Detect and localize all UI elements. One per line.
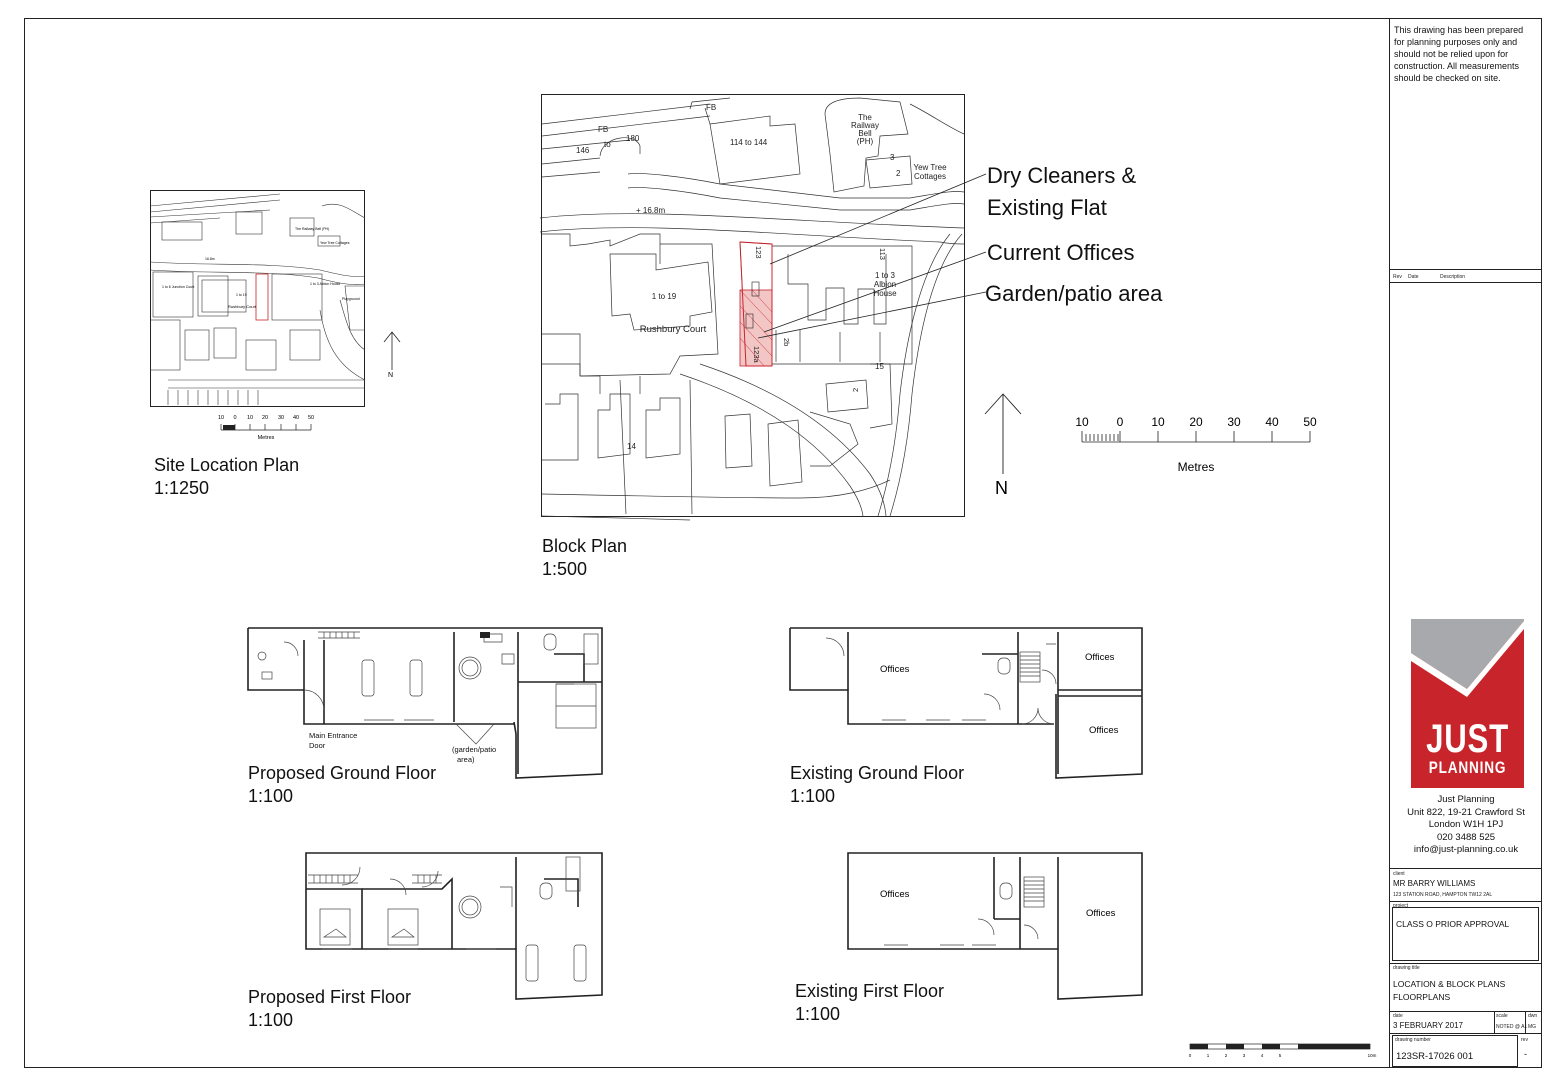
proposed-first-caption (248, 986, 411, 1032)
block-scale-tick: 20 (1189, 415, 1203, 429)
annotation-garden-patio: Garden/patio area (985, 281, 1163, 306)
bp-label: 14 (627, 442, 636, 451)
existing-first-offices-1: Offices (880, 889, 910, 900)
bp-label: to (604, 140, 611, 149)
existing-ground-offices-2: Offices (1085, 652, 1115, 663)
block-scale-tick: 40 (1265, 415, 1279, 429)
site-north-label: N (388, 372, 394, 378)
project-box (1392, 907, 1539, 961)
main-entrance-label (309, 731, 357, 751)
bp-label: + 16.8m (636, 206, 666, 215)
existing-ground-offices-1: Offices (880, 664, 910, 675)
title-block (1389, 18, 1542, 1068)
existing-ground-offices-3: Offices (1089, 725, 1119, 736)
block-scale-tick: 0 (1116, 415, 1124, 429)
block-north-arrow-icon (983, 390, 1027, 500)
site-label-yew: Yew Tree Cottages (320, 241, 350, 245)
bp-label: Bell (858, 129, 872, 138)
block-plan-title: Block Plan (542, 536, 628, 556)
bp-label: 146 (576, 146, 590, 155)
site-north-arrow-icon (382, 330, 402, 378)
company-email[interactable]: info@just-planning.co.uk (1413, 844, 1519, 855)
garden-patio-line-1: (garden/patio (452, 745, 497, 754)
project-name: CLASS O PRIOR APPROVAL (1396, 919, 1510, 929)
description-header: Description (1440, 274, 1466, 280)
bp-label: FB (706, 103, 717, 112)
bottom-scale-tick: 0 (1188, 1053, 1192, 1058)
client-label: client (1393, 871, 1405, 877)
drawn-label: dwn (1528, 1013, 1538, 1019)
bp-label: FB (598, 125, 609, 134)
company-name: Just Planning (1437, 794, 1495, 805)
bp-label: House (873, 289, 897, 298)
bp-label: 123a (752, 346, 761, 363)
disclaimer-note: This drawing has been prepared for planning purposes only and should not be relied upon for construction. All measurements should be checked on site. (1394, 25, 1524, 83)
bp-label: 2b (782, 338, 791, 347)
existing-first-caption (795, 980, 944, 1026)
date-label: date (1393, 1013, 1403, 1019)
site-label-junction: 1 to 6 Junction Court (162, 285, 195, 289)
drawing-title-line-2: FLOORPLANS (1393, 992, 1451, 1002)
site-location-map (150, 190, 365, 407)
bp-label: 113 (878, 248, 887, 260)
bp-label: 123 (754, 246, 763, 259)
existing-first-title: Existing First Floor (795, 981, 945, 1001)
client-name: MR BARRY WILLIAMS (1393, 879, 1476, 888)
site-label-playground: Playground (342, 297, 360, 301)
logo-text-just: JUST (1426, 717, 1509, 761)
site-scale-tick: 30 (277, 415, 285, 421)
main-entrance-line-1: Main Entrance (309, 731, 358, 740)
bp-label: Albion (873, 280, 897, 289)
block-north-label: N (995, 478, 1008, 498)
scale-label: scale (1496, 1013, 1508, 1019)
proposed-ground-floor-plan (244, 624, 606, 784)
drawing-rev-label: rev (1521, 1037, 1528, 1043)
proposed-ground-scale: 1:100 (248, 786, 294, 806)
site-scale-tick: 0 (233, 415, 237, 421)
bottom-scale-tick: 3 (1242, 1053, 1246, 1058)
drawing-number: 123SR-17026 001 (1396, 1051, 1474, 1062)
site-scale-tick: 40 (292, 415, 300, 421)
site-scale-tick: 50 (307, 415, 315, 421)
site-scale-tick: 20 (261, 415, 269, 421)
company-phone: 020 3488 525 (1436, 831, 1496, 843)
bp-label: 2 (896, 169, 901, 178)
company-details (1390, 794, 1542, 857)
site-scale-bar (210, 410, 330, 444)
drawing-number-label: drawing number (1395, 1037, 1431, 1043)
drawing-title-line-1: LOCATION & BLOCK PLANS (1393, 979, 1506, 989)
logo-text-planning: PLANNING (1428, 758, 1507, 777)
annotation-current-offices: Current Offices (987, 240, 1135, 265)
block-scale-tick: 10 (1075, 415, 1089, 429)
bottom-scale-tick: 1 (1206, 1053, 1210, 1058)
company-address-1: Unit 822, 19-21 Crawford St (1407, 806, 1525, 818)
client-address: 123 STATION ROAD, HAMPTON TW12 2AL (1393, 892, 1493, 898)
site-scale-tick: 10 (217, 415, 225, 421)
existing-ground-floor-plan (786, 624, 1148, 784)
bp-label: Cottages (913, 172, 947, 181)
bp-label: Yew Tree (913, 163, 947, 172)
drawn-by: MG (1528, 1024, 1537, 1030)
site-label-block: 1 to 19 (236, 293, 247, 297)
block-scale-tick: 10 (1151, 415, 1165, 429)
main-entrance-line-2: Door (309, 741, 326, 750)
drawing-date: 3 FEBRUARY 2017 (1393, 1021, 1463, 1030)
drawing-scale: NOTED @ A1 (1496, 1024, 1528, 1030)
block-plan-scale: 1:500 (542, 559, 588, 579)
site-scale-tick: 10 (246, 415, 254, 421)
proposed-first-scale: 1:100 (248, 1010, 294, 1030)
bp-label: 15 (875, 362, 884, 371)
proposed-first-floor-plan (302, 849, 606, 1009)
bottom-scale-tick: 2 (1224, 1053, 1228, 1058)
bp-label: 3 (890, 153, 895, 162)
annotation-dry-line-1: Dry Cleaners & (987, 163, 1137, 188)
existing-first-offices-2: Offices (1086, 908, 1116, 919)
proposed-first-title: Proposed First Floor (248, 987, 412, 1007)
bottom-scale-tick: 4 (1260, 1053, 1264, 1058)
site-label-height: 16.8m (205, 257, 215, 261)
bp-label: The (858, 113, 872, 122)
existing-ground-caption (790, 762, 964, 808)
bp-label: 1 to 19 (651, 292, 677, 301)
just-planning-logo (1411, 619, 1524, 788)
bp-label: 2 (851, 387, 860, 392)
site-location-title: Site Location Plan (154, 455, 300, 475)
proposed-ground-caption (248, 762, 436, 808)
bottom-scale-tick: 5 (1278, 1053, 1282, 1058)
company-address-2: London W1H 1PJ (1428, 819, 1504, 830)
proposed-ground-title: Proposed Ground Floor (248, 763, 437, 783)
bp-label: Railway (850, 121, 880, 130)
existing-first-scale: 1:100 (795, 1004, 841, 1024)
annotation-dry-cleaners (987, 160, 1136, 224)
site-location-caption (154, 454, 299, 500)
site-label-rushbury: Rushbury Court (228, 304, 257, 309)
block-scale-units: Metres (1177, 460, 1215, 474)
garden-patio-label (452, 745, 496, 765)
garden-patio-line-2: area) (457, 755, 475, 764)
drawing-title-label: drawing title (1393, 965, 1420, 971)
annotation-leaders (740, 160, 1000, 340)
existing-ground-scale: 1:100 (790, 786, 836, 806)
bottom-scale-tick: 10m (1367, 1053, 1377, 1058)
bp-label: (PH) (856, 137, 874, 146)
block-scale-bar (1068, 412, 1328, 478)
site-label-railway: The Railway Bell (PH) (295, 227, 330, 231)
existing-ground-title: Existing Ground Floor (790, 763, 965, 783)
block-plan-caption (542, 535, 627, 581)
drawing-number-box (1392, 1035, 1518, 1067)
bp-label: 180 (626, 134, 640, 143)
site-location-scale: 1:1250 (154, 478, 210, 498)
bp-label: 1 to 3 (874, 271, 896, 280)
rev-header: Rev (1393, 274, 1402, 280)
project-label: project (1393, 903, 1409, 909)
drawing-rev: - (1524, 1049, 1527, 1059)
bp-label: Rushbury Court (639, 324, 707, 335)
block-scale-tick: 30 (1227, 415, 1241, 429)
site-label-albion: 1 to 3 Albion House (310, 282, 341, 286)
site-scale-units: Metres (257, 435, 275, 441)
date-header: Date (1408, 274, 1419, 280)
bottom-scale-bar (1188, 1042, 1388, 1062)
bp-label: 114 to 144 (730, 138, 768, 147)
block-scale-tick: 50 (1303, 415, 1317, 429)
drawing-title (1393, 978, 1505, 1004)
annotation-dry-line-2: Existing Flat (987, 195, 1107, 220)
